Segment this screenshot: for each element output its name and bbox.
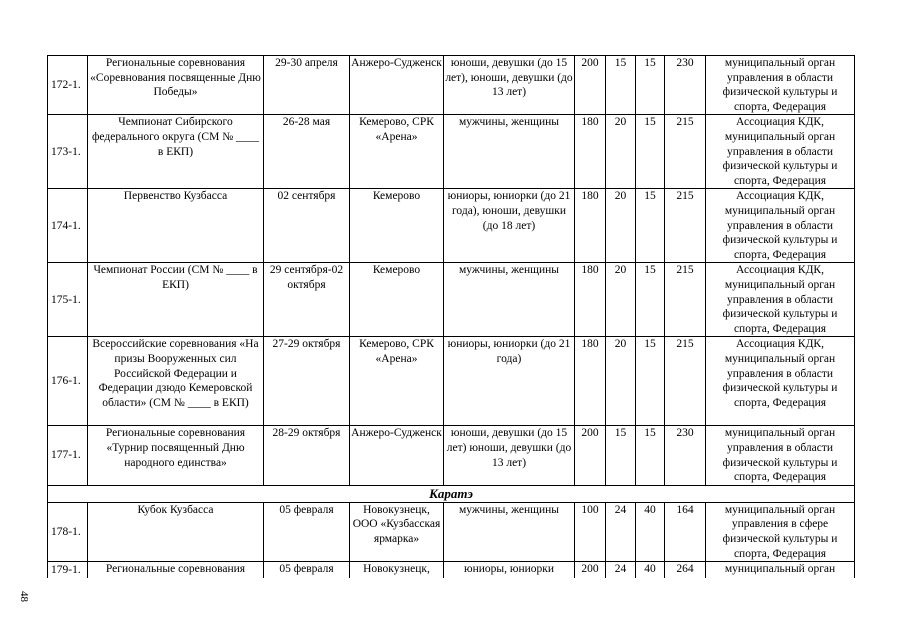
- count-col-2: 20: [606, 189, 636, 263]
- page-number: 48: [18, 591, 30, 602]
- event-place: Анжеро-Судженск: [350, 56, 444, 115]
- count-col-3: 40: [636, 502, 665, 561]
- row-number: 176-1.: [48, 337, 88, 426]
- event-date: 28-29 октября: [264, 426, 350, 485]
- count-col-3: 15: [636, 189, 665, 263]
- organizer: муниципальный орган управления в сфере физической культуры и спорта, Федерация: [706, 502, 855, 561]
- event-date: 05 февраля: [264, 562, 350, 578]
- count-col-2: 24: [606, 502, 636, 561]
- event-participants: юниоры, юниорки (до 21 года), юноши, девушки (до 18 лет): [444, 189, 575, 263]
- event-participants: юноши, девушки (до 15 лет), юноши, девушки (до 13 лет): [444, 56, 575, 115]
- count-col-1: 180: [575, 115, 606, 189]
- event-participants: юниоры, юниорки: [444, 562, 575, 578]
- sport-section-title: Каратэ: [48, 485, 855, 502]
- event-name: Региональные соревнования «Турнир посвященный Дню народного единства»: [88, 426, 264, 485]
- count-total: 215: [665, 189, 706, 263]
- event-row: [48, 115, 855, 189]
- event-row: [48, 337, 855, 426]
- event-row: [48, 562, 855, 578]
- event-place: Кемерово, СРК «Арена»: [350, 337, 444, 426]
- organizer: Ассоциация КДК, муниципальный орган управления в области физической культуры и спорта, Федерация: [706, 189, 855, 263]
- count-col-1: 180: [575, 263, 606, 337]
- event-name: Региональные соревнования «Соревнования посвященные Дню Победы»: [88, 56, 264, 115]
- organizer: Ассоциация КДК, муниципальный орган управления в области физической культуры и спорта, Федерация: [706, 337, 855, 426]
- count-col-2: 24: [606, 562, 636, 578]
- organizer: муниципальный орган управления в области физической культуры и спорта, Федерация: [706, 56, 855, 115]
- count-col-2: 20: [606, 263, 636, 337]
- event-place: Анжеро-Судженск: [350, 426, 444, 485]
- event-date: 29-30 апреля: [264, 56, 350, 115]
- event-name: Региональные соревнования: [88, 562, 264, 578]
- event-name: Чемпионат Сибирского федерального округа (СМ № ____ в ЕКП): [88, 115, 264, 189]
- count-col-1: 100: [575, 502, 606, 561]
- count-col-2: 20: [606, 337, 636, 426]
- event-date: 26-28 мая: [264, 115, 350, 189]
- count-col-1: 200: [575, 426, 606, 485]
- count-col-2: 15: [606, 56, 636, 115]
- event-place: Кемерово: [350, 189, 444, 263]
- count-total: 230: [665, 426, 706, 485]
- event-name: Чемпионат России (СМ № ____ в ЕКП): [88, 263, 264, 337]
- count-total: 215: [665, 263, 706, 337]
- count-total: 264: [665, 562, 706, 578]
- event-row: [48, 263, 855, 337]
- row-number: 177-1.: [48, 426, 88, 485]
- event-participants: юноши, девушки (до 15 лет) юноши, девушки (до 13 лет): [444, 426, 575, 485]
- count-total: 215: [665, 115, 706, 189]
- event-participants: мужчины, женщины: [444, 502, 575, 561]
- count-total: 164: [665, 502, 706, 561]
- event-date: 27-29 октября: [264, 337, 350, 426]
- count-col-1: 200: [575, 562, 606, 578]
- sport-section-row: [48, 485, 855, 502]
- row-number: 173-1.: [48, 115, 88, 189]
- organizer: Ассоциация КДК, муниципальный орган управления в области физической культуры и спорта, Федерация: [706, 115, 855, 189]
- count-col-1: 200: [575, 56, 606, 115]
- event-row: [48, 56, 855, 115]
- event-date: 05 февраля: [264, 502, 350, 561]
- event-participants: мужчины, женщины: [444, 115, 575, 189]
- count-col-3: 15: [636, 337, 665, 426]
- count-col-3: 15: [636, 426, 665, 485]
- row-number: 174-1.: [48, 189, 88, 263]
- row-number: 175-1.: [48, 263, 88, 337]
- count-col-3: 15: [636, 263, 665, 337]
- event-place: Новокузнецк,: [350, 562, 444, 578]
- event-name: Первенство Кузбасса: [88, 189, 264, 263]
- event-place: Кемерово: [350, 263, 444, 337]
- count-col-2: 20: [606, 115, 636, 189]
- event-date: 02 сентября: [264, 189, 350, 263]
- organizer: Ассоциация КДК, муниципальный орган управления в области физической культуры и спорта, Федерация: [706, 263, 855, 337]
- event-participants: мужчины, женщины: [444, 263, 575, 337]
- count-col-3: 15: [636, 56, 665, 115]
- count-col-1: 180: [575, 189, 606, 263]
- count-col-3: 15: [636, 115, 665, 189]
- organizer: муниципальный орган управления в области физической культуры и спорта, Федерация: [706, 426, 855, 485]
- event-participants: юниоры, юниорки (до 21 года): [444, 337, 575, 426]
- event-row: [48, 502, 855, 561]
- count-col-3: 40: [636, 562, 665, 578]
- event-place: Кемерово, СРК «Арена»: [350, 115, 444, 189]
- competition-schedule-table: [47, 55, 855, 578]
- count-total: 230: [665, 56, 706, 115]
- event-row: [48, 426, 855, 485]
- count-col-1: 180: [575, 337, 606, 426]
- event-row: [48, 189, 855, 263]
- count-total: 215: [665, 337, 706, 426]
- row-number: 179-1.: [48, 562, 88, 578]
- row-number: 172-1.: [48, 56, 88, 115]
- row-number: 178-1.: [48, 502, 88, 561]
- event-name: Всероссийские соревнования «На призы Вооруженных сил Российской Федерации и Федерации дзюдо Кемеровской области» (СМ № ____ в ЕКП): [88, 337, 264, 426]
- count-col-2: 15: [606, 426, 636, 485]
- event-date: 29 сентября-02 октября: [264, 263, 350, 337]
- organizer: муниципальный орган: [706, 562, 855, 578]
- event-place: Новокузнецк, ООО «Кузбасская ярмарка»: [350, 502, 444, 561]
- event-name: Кубок Кузбасса: [88, 502, 264, 561]
